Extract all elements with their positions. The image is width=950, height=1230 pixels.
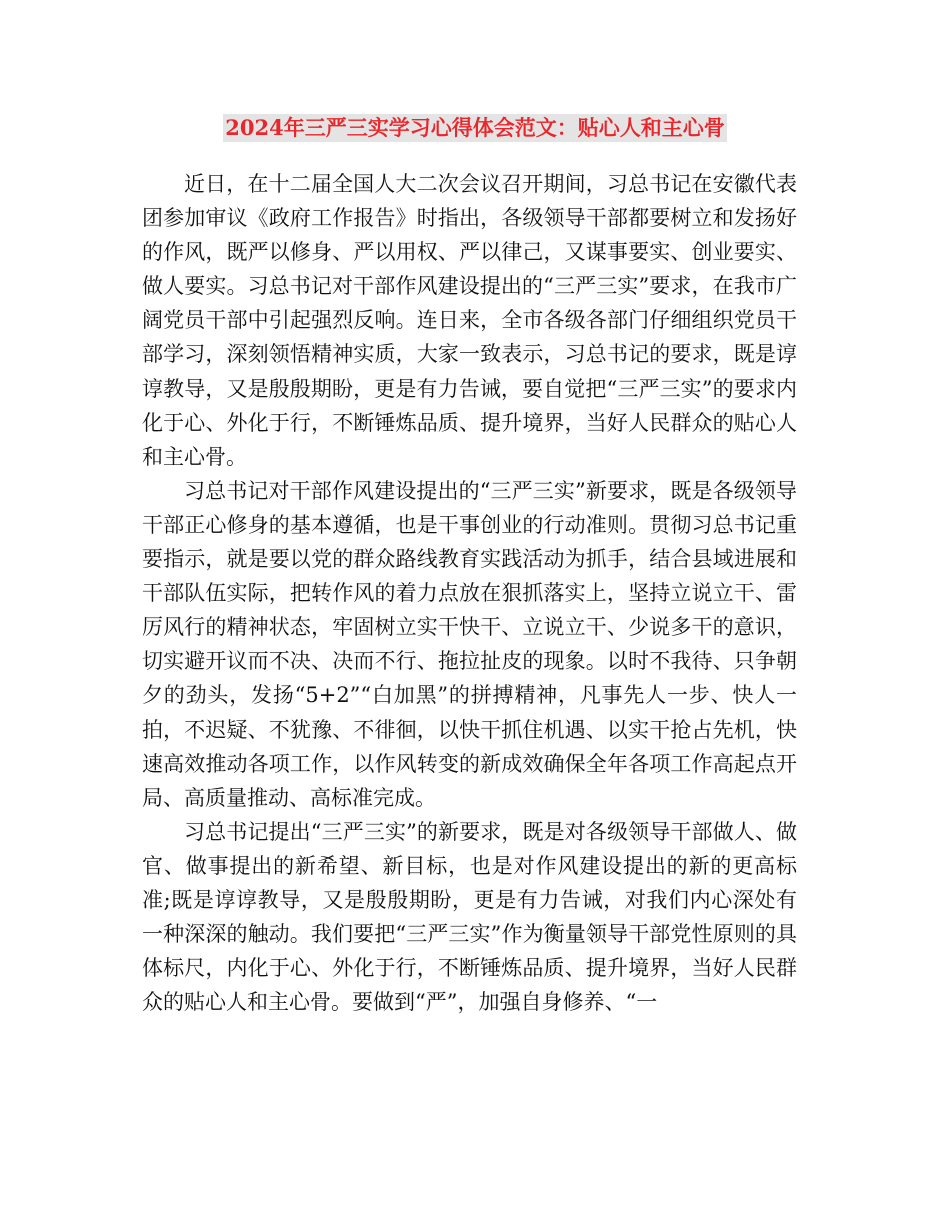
title-container (0, 114, 950, 142)
document-body (142, 167, 797, 1019)
paragraph: 习总书记对干部作风建设提出的“三严三实”新要求，既是各级领导干部正心修身的基本遵循，也是干事创业的行动准则。贯彻习总书记重要指示，就是要以党的群众路线教育实践活动为抓手，结合县域进展和干部队伍实际，把转作风的着力点放在狠抓落实上，坚持立说立干、雷厉风行的精神状态，牢固树立实干快干、立说立干、少说多干的意识，切实避开议而不决、决而不行、拖拉扯皮的现象。以时不我待、只争朝夕的劲头，发扬“5+2”“白加黑”的拼搏精神，凡事先人一步、快人一拍，不迟疑、不犹豫、不徘徊，以快干抓住机遇、以实干抢占先机，快速高效推动各项工作，以作风转变的新成效确保全年各项工作高起点开局、高质量推动、高标准完成。 (142, 478, 797, 810)
document-title: 2024年三严三实学习心得体会范文：贴心人和主心骨 (225, 115, 725, 140)
paragraph: 近日，在十二届全国人大二次会议召开期间，习总书记在安徽代表团参加审议《政府工作报告》时指出，各级领导干部都要树立和发扬好的作风，既严以修身、严以用权、严以律己，又谋事要实、创业要实、做人要实。习总书记对干部作风建设提出的“三严三实”要求，在我市广阔党员干部中引起强烈反响。连日来，全市各级各部门仔细组织党员干部学习，深刻领悟精神实质，大家一致表示，习总书记的要求，既是谆谆教导，又是殷殷期盼，更是有力告诫，要自觉把“三严三实”的要求内化于心、外化于行，不断锤炼品质、提升境界，当好人民群众的贴心人和主心骨。 (142, 172, 797, 469)
paragraph: 习总书记提出“三严三实”的新要求，既是对各级领导干部做人、做官、做事提出的新希望、新目标，也是对作风建设提出的新的更高标准;既是谆谆教导，又是殷殷期盼，更是有力告诫，对我们内心深处有一种深深的触动。我们要把“三严三实”作为衡量领导干部党性原则的具体标尺，内化于心、外化于行，不断锤炼品质、提升境界，当好人民群众的贴心人和主心骨。要做到“严”，加强自身修养、“一 (142, 819, 797, 1015)
